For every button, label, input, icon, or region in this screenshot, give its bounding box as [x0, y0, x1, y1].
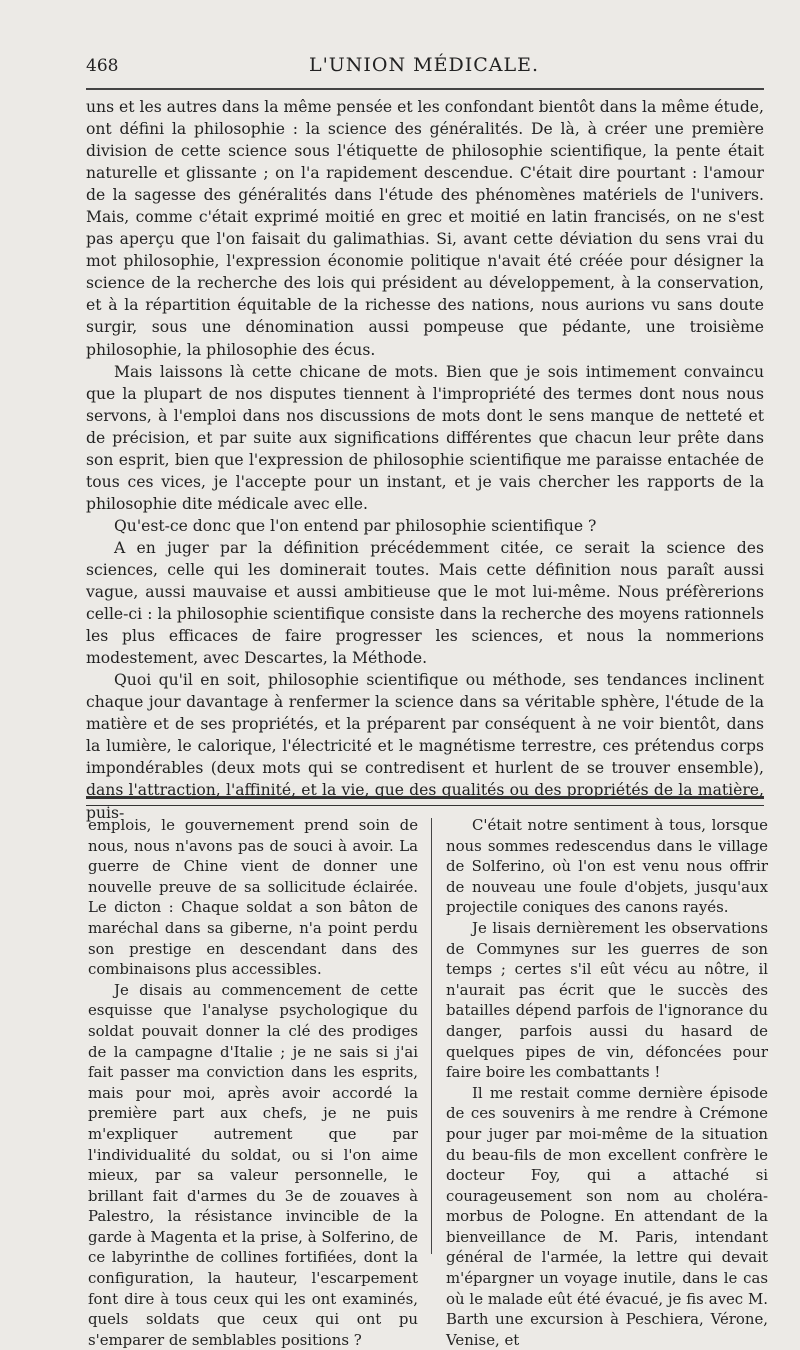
page-header [86, 50, 762, 80]
page-number: 468 [86, 56, 119, 76]
feuilleton-paragraph: Je lisais dernièrement les observations de Commynes sur les guerres de son temps ; certes s'il eût vécu au nôtre, il n'aurait pas écrit que le succès des batailles dépend parfois de l'ignorance du danger, parfois aussi du hasard de quelques pipes de vin, défoncées pour faire boire les combattants ! [446, 918, 768, 1082]
article-paragraph: Quoi qu'il en soit, philosophie scientifique ou méthode, ses tendances inclinent chaque jour davantage à renfermer la science dans sa véritable sphère, l'étude de la matière et de ses propriétés, et la préparent par conséquent à ne voir bientôt, dans la lumière, le calorique, l'électricité et le magnétisme terrestre, ces prétendus corps impondérables (deux mots qui se contredisent et hurlent de se trouver ensemble), dans l'attraction, l'affinité, et la vie, que des qualités ou des propriétés de la matière, puis- [86, 671, 764, 822]
article-paragraph: Mais laissons là cette chicane de mots. Bien que je sois intimement convaincu que la plupart de nos disputes tiennent à l'impropriété des termes dont nous nous servons, à l'emploi dans nos discussions de mots dont le sens manque de netteté et de précision, et par suite aux significations différentes que chacun leur prête dans son esprit, bien que l'expression de philosophie scientifique me paraisse entachée de tous ces vices, je l'accepte pour un instant, et je vais chercher les rapports de la philosophie dite médicale avec elle. [86, 362, 764, 513]
journal-title: L'UNION MÉDICALE. [308, 54, 540, 76]
feuilleton-paragraph: C'était notre sentiment à tous, lorsque nous sommes redescendus dans le village de Solferino, où l'on est venu nous offrir de nouveau une foule d'objets, jusqu'aux projectile coniques des canons rayés. [446, 816, 768, 917]
article-paragraph: A en juger par la définition précédemment citée, ce serait la science des sciences, celle qui les dominerait toutes. Mais cette définition nous paraît aussi vague, aussi mauvaise et aussi ambitieuse que le mot lui-même. Nous préfèrerions celle-ci : la philosophie scientifique consiste dans la recherche des moyens rationnels les plus efficaces de faire progresser les sciences, et nous la nommerions modestement, avec Descartes, la Méthode. [86, 538, 764, 668]
header-rule [86, 88, 764, 90]
feuilleton-separator [86, 796, 764, 806]
feuilleton-left-column [88, 815, 418, 1350]
feuilleton-right-column [446, 815, 768, 1350]
feuilleton-paragraph: emplois, le gouvernement prend soin de nous, nous n'avons pas de souci à avoir. La guerre de Chine vient de donner une nouvelle preuve de sa sollicitude éclairée. Le dicton : Chaque soldat a son bâton de maréchal dans sa giberne, n'a point perdu son prestige en descendant dans des combinaisons plus accessibles. [88, 816, 418, 979]
article-paragraph: Qu'est-ce donc que l'on entend par philosophie scientifique ? [114, 516, 597, 535]
feuilleton-paragraph: Je disais au commencement de cette esquisse que l'analyse psychologique du soldat pouvait donner la clé des prodiges de la campagne d'Italie ; je ne sais si j'ai fait passer ma conviction dans les esprits, mais pour moi, après avoir accordé la première part aux chefs, je ne puis m'expliquer autrement que par l'individualité du soldat, ou si l'on aime mieux, par sa valeur personnelle, le brillant fait d'armes du 3e de zouaves à Palestro, la résistance invincible de la garde à Magenta et la prise, à Solferino, de ce labyrinthe de collines fortifiées, dont la configuration, la hauteur, l'escarpement font dire à tous ceux qui les ont examinés, quels soldats que ceux qui ont pu s'emparer de semblables positions ? [88, 980, 418, 1349]
main-article [86, 96, 764, 824]
column-divider [431, 818, 432, 1254]
feuilleton-paragraph: Il me restait comme dernière épisode de ces souvenirs à me rendre à Crémone pour juger par moi-même de la situation du beau-fils de mon excellent confrère le docteur Foy, qui a attaché si courageusement son nom au choléra-morbus de Pologne. En attendant de la bienveillance de M. Paris, intendant général de l'armée, la lettre qui devait m'épargner un voyage inutile, dans le cas où le malade eût été évacué, je fis avec M. Barth une excursion à Peschiera, Vérone, Venise, et [446, 1083, 768, 1349]
article-paragraph: uns et les autres dans la même pensée et les confondant bientôt dans la même étude, ont défini la philosophie : la science des généralités. De là, à créer une première division de cette science sous l'étiquette de philosophie scientifique, la pente était naturelle et glissante ; on l'a rapidement descendue. C'était dire pourtant : l'amour de la sagesse des généralités dans l'étude des phénomènes matériels de l'univers. Mais, comme c'était exprimé moitié en grec et moitié en latin francisés, on ne s'est pas aperçu que l'on faisait du galimathias. Si, avant cette déviation du sens vrai du mot philosophie, l'expression économie politique n'avait été créée pour désigner la science de la recherche des lois qui président au développement, à la conservation, et à la répartition équitable de la richesse des nations, nous aurions vu sans doute surgir, sous une dénomination aussi pompeuse que pédante, une troisième philosophie, la philosophie des écus. [86, 98, 764, 359]
